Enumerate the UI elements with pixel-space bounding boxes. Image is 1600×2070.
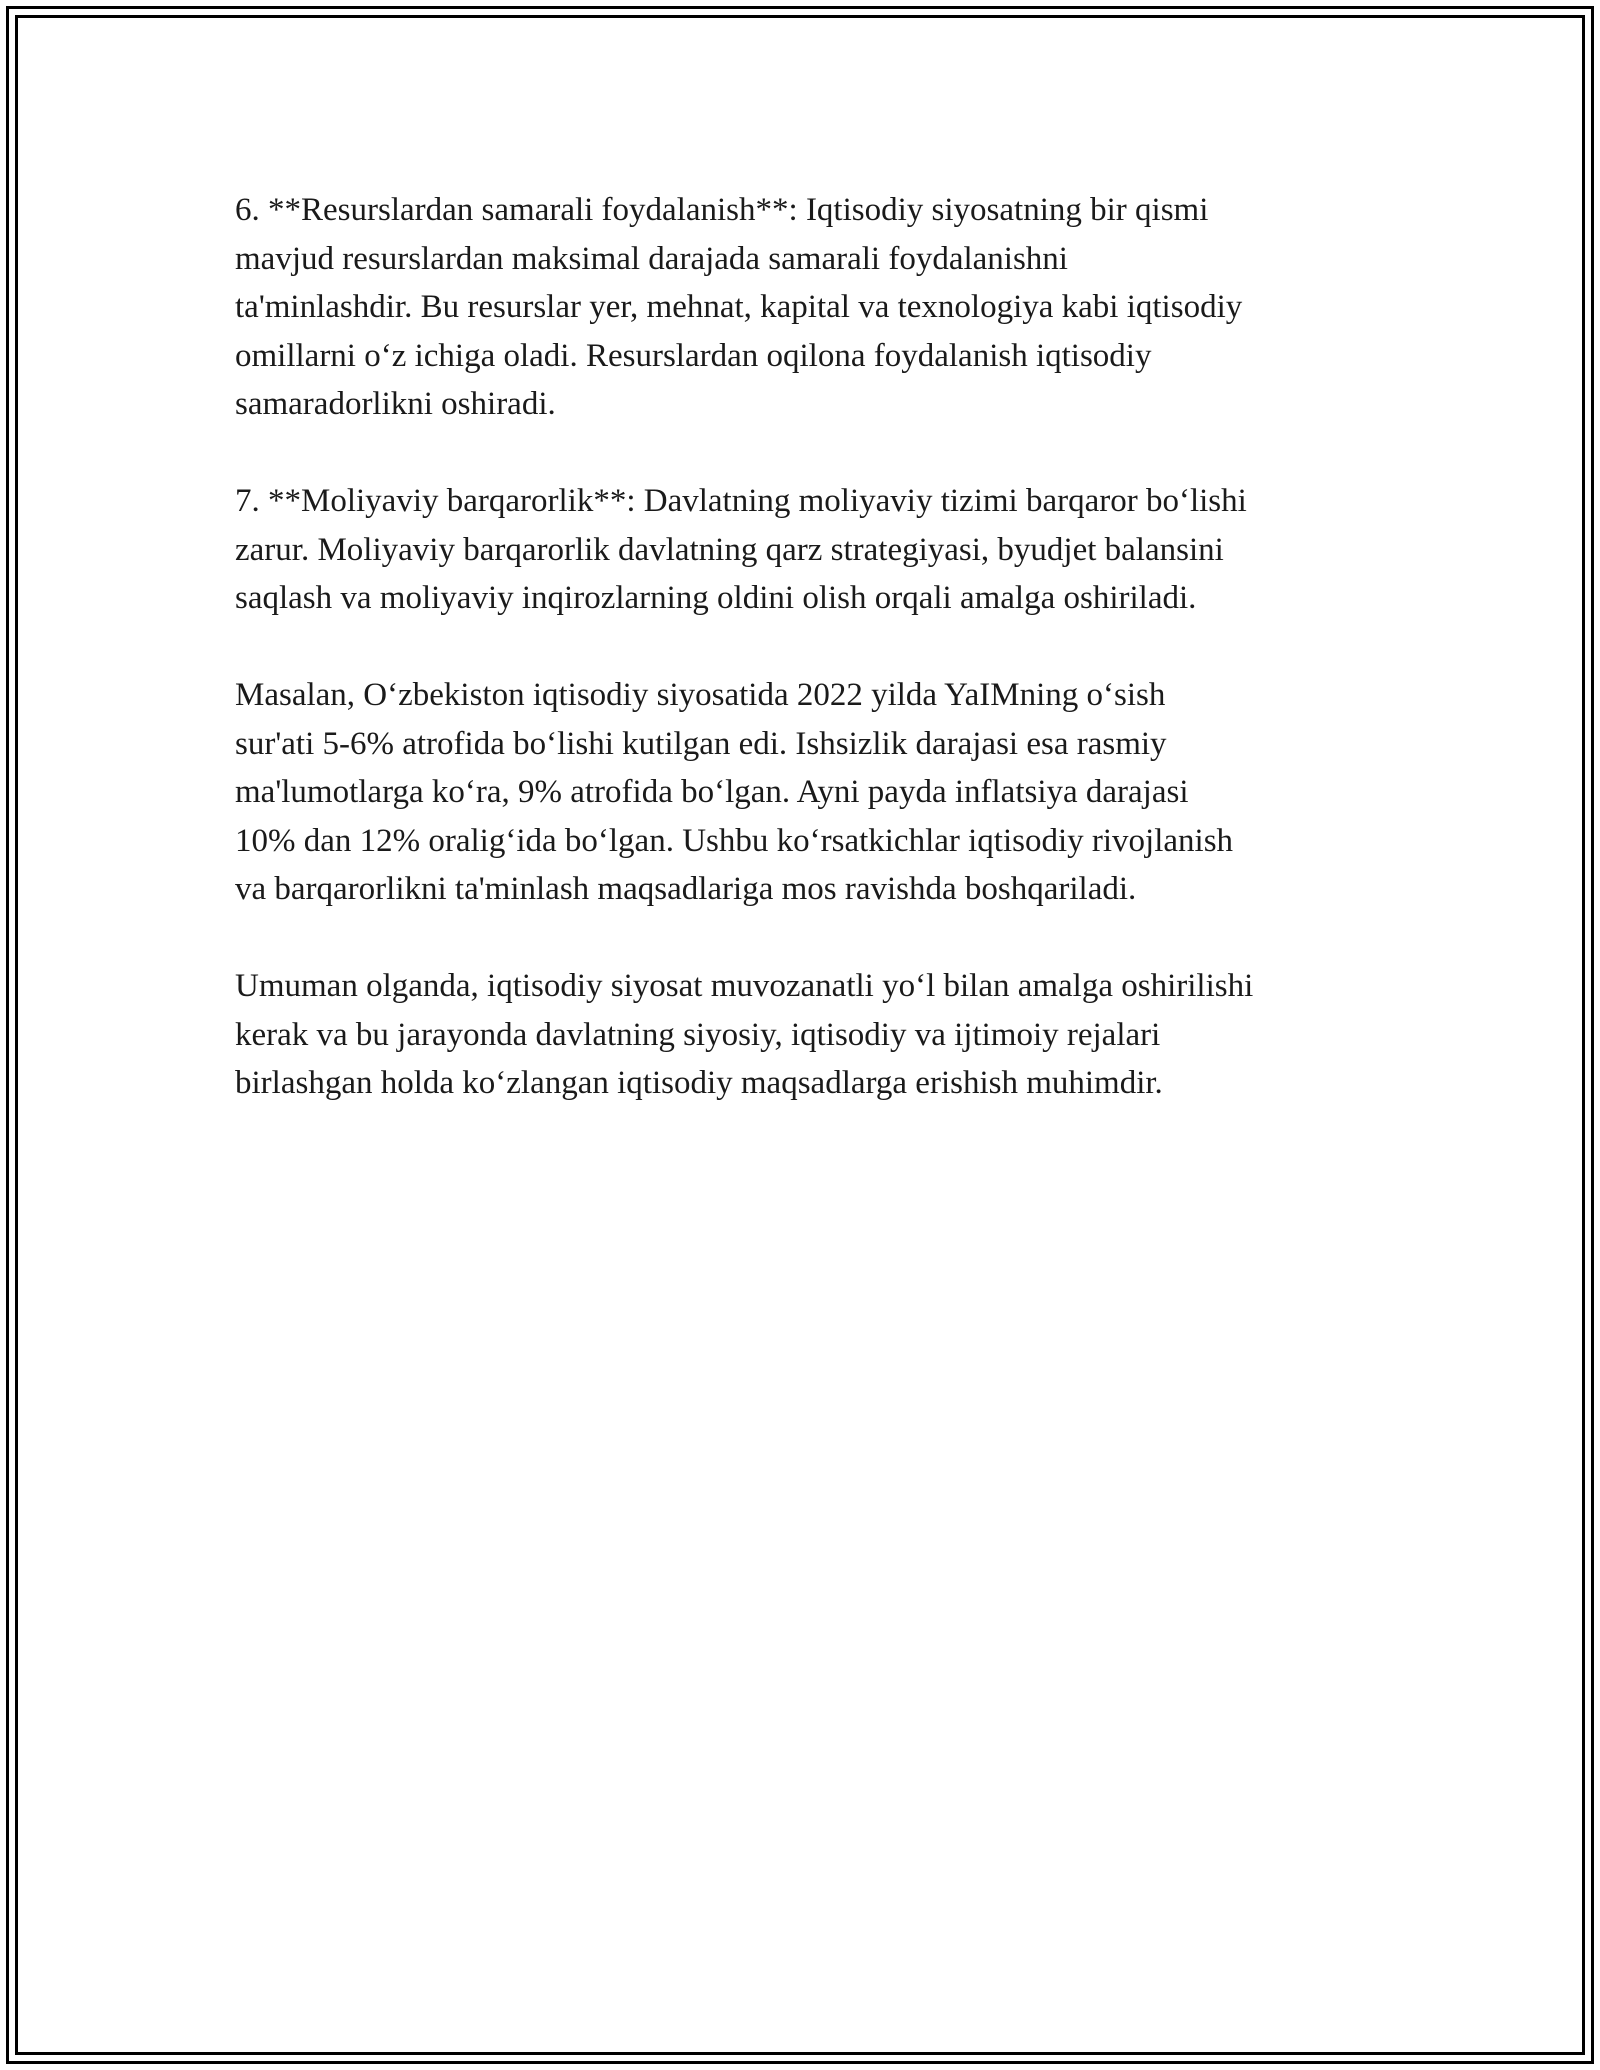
text-line: samaradorlikni oshiradi.: [235, 386, 556, 422]
text-line: va barqarorlikni ta'minlash maqsadlariga mos ravishda boshqariladi.: [235, 871, 1137, 907]
text-line: zarur. Moliyaviy barqarorlik davlatning qarz strategiyasi, byudjet balansini: [235, 531, 1224, 568]
text-line: birlashgan holda ko‘zlangan iqtisodiy maqsadlarga erishish muhimdir.: [235, 1065, 1163, 1101]
text-line: ma'lumotlarga ko‘ra, 9% atrofida bo‘lgan. Ayni payda inflatsiya darajasi: [235, 774, 1189, 810]
text-line: omillarni o‘z ichiga oladi. Resurslardan oqilona foydalanish iqtisodiy: [235, 337, 1152, 374]
text-line: Masalan, O‘zbekiston iqtisodiy siyosatida 2022 yilda YaIMning o‘sish: [235, 677, 1166, 713]
text-line: saqlash va moliyaviy inqirozlarning oldini olish orqali amalga oshiriladi.: [235, 580, 1197, 616]
text-line: 6. **Resurslardan samarali foydalanish**: Iqtisodiy siyosatning bir qismi: [235, 192, 1209, 228]
text-line: sur'ati 5-6% atrofida bo‘lishi kutilgan edi. Ishsizlik darajasi esa rasmiy: [235, 725, 1167, 762]
paragraph-example: [235, 671, 1395, 914]
text-line: ta'minlashdir. Bu resurslar yer, mehnat, kapital va texnologiya kabi iqtisodiy: [235, 289, 1243, 325]
paragraph-resources: [235, 186, 1395, 429]
text-line: mavjud resurslardan maksimal darajada samarali foydalanishni: [235, 240, 1068, 277]
text-line: 10% dan 12% oralig‘ida bo‘lgan. Ushbu ko‘rsatkichlar iqtisodiy rivojlanish: [235, 822, 1234, 859]
text-line: kerak va bu jarayonda davlatning siyosiy, iqtisodiy va ijtimoiy rejalari: [235, 1016, 1161, 1053]
text-line: Umuman olganda, iqtisodiy siyosat muvozanatli yo‘l bilan amalga oshirilishi: [235, 968, 1254, 1004]
paragraph-financial-stability: [235, 477, 1395, 623]
text-line: 7. **Moliyaviy barqarorlik**: Davlatning moliyaviy tizimi barqaror bo‘lishi: [235, 483, 1247, 519]
paragraph-conclusion: [235, 962, 1395, 1108]
